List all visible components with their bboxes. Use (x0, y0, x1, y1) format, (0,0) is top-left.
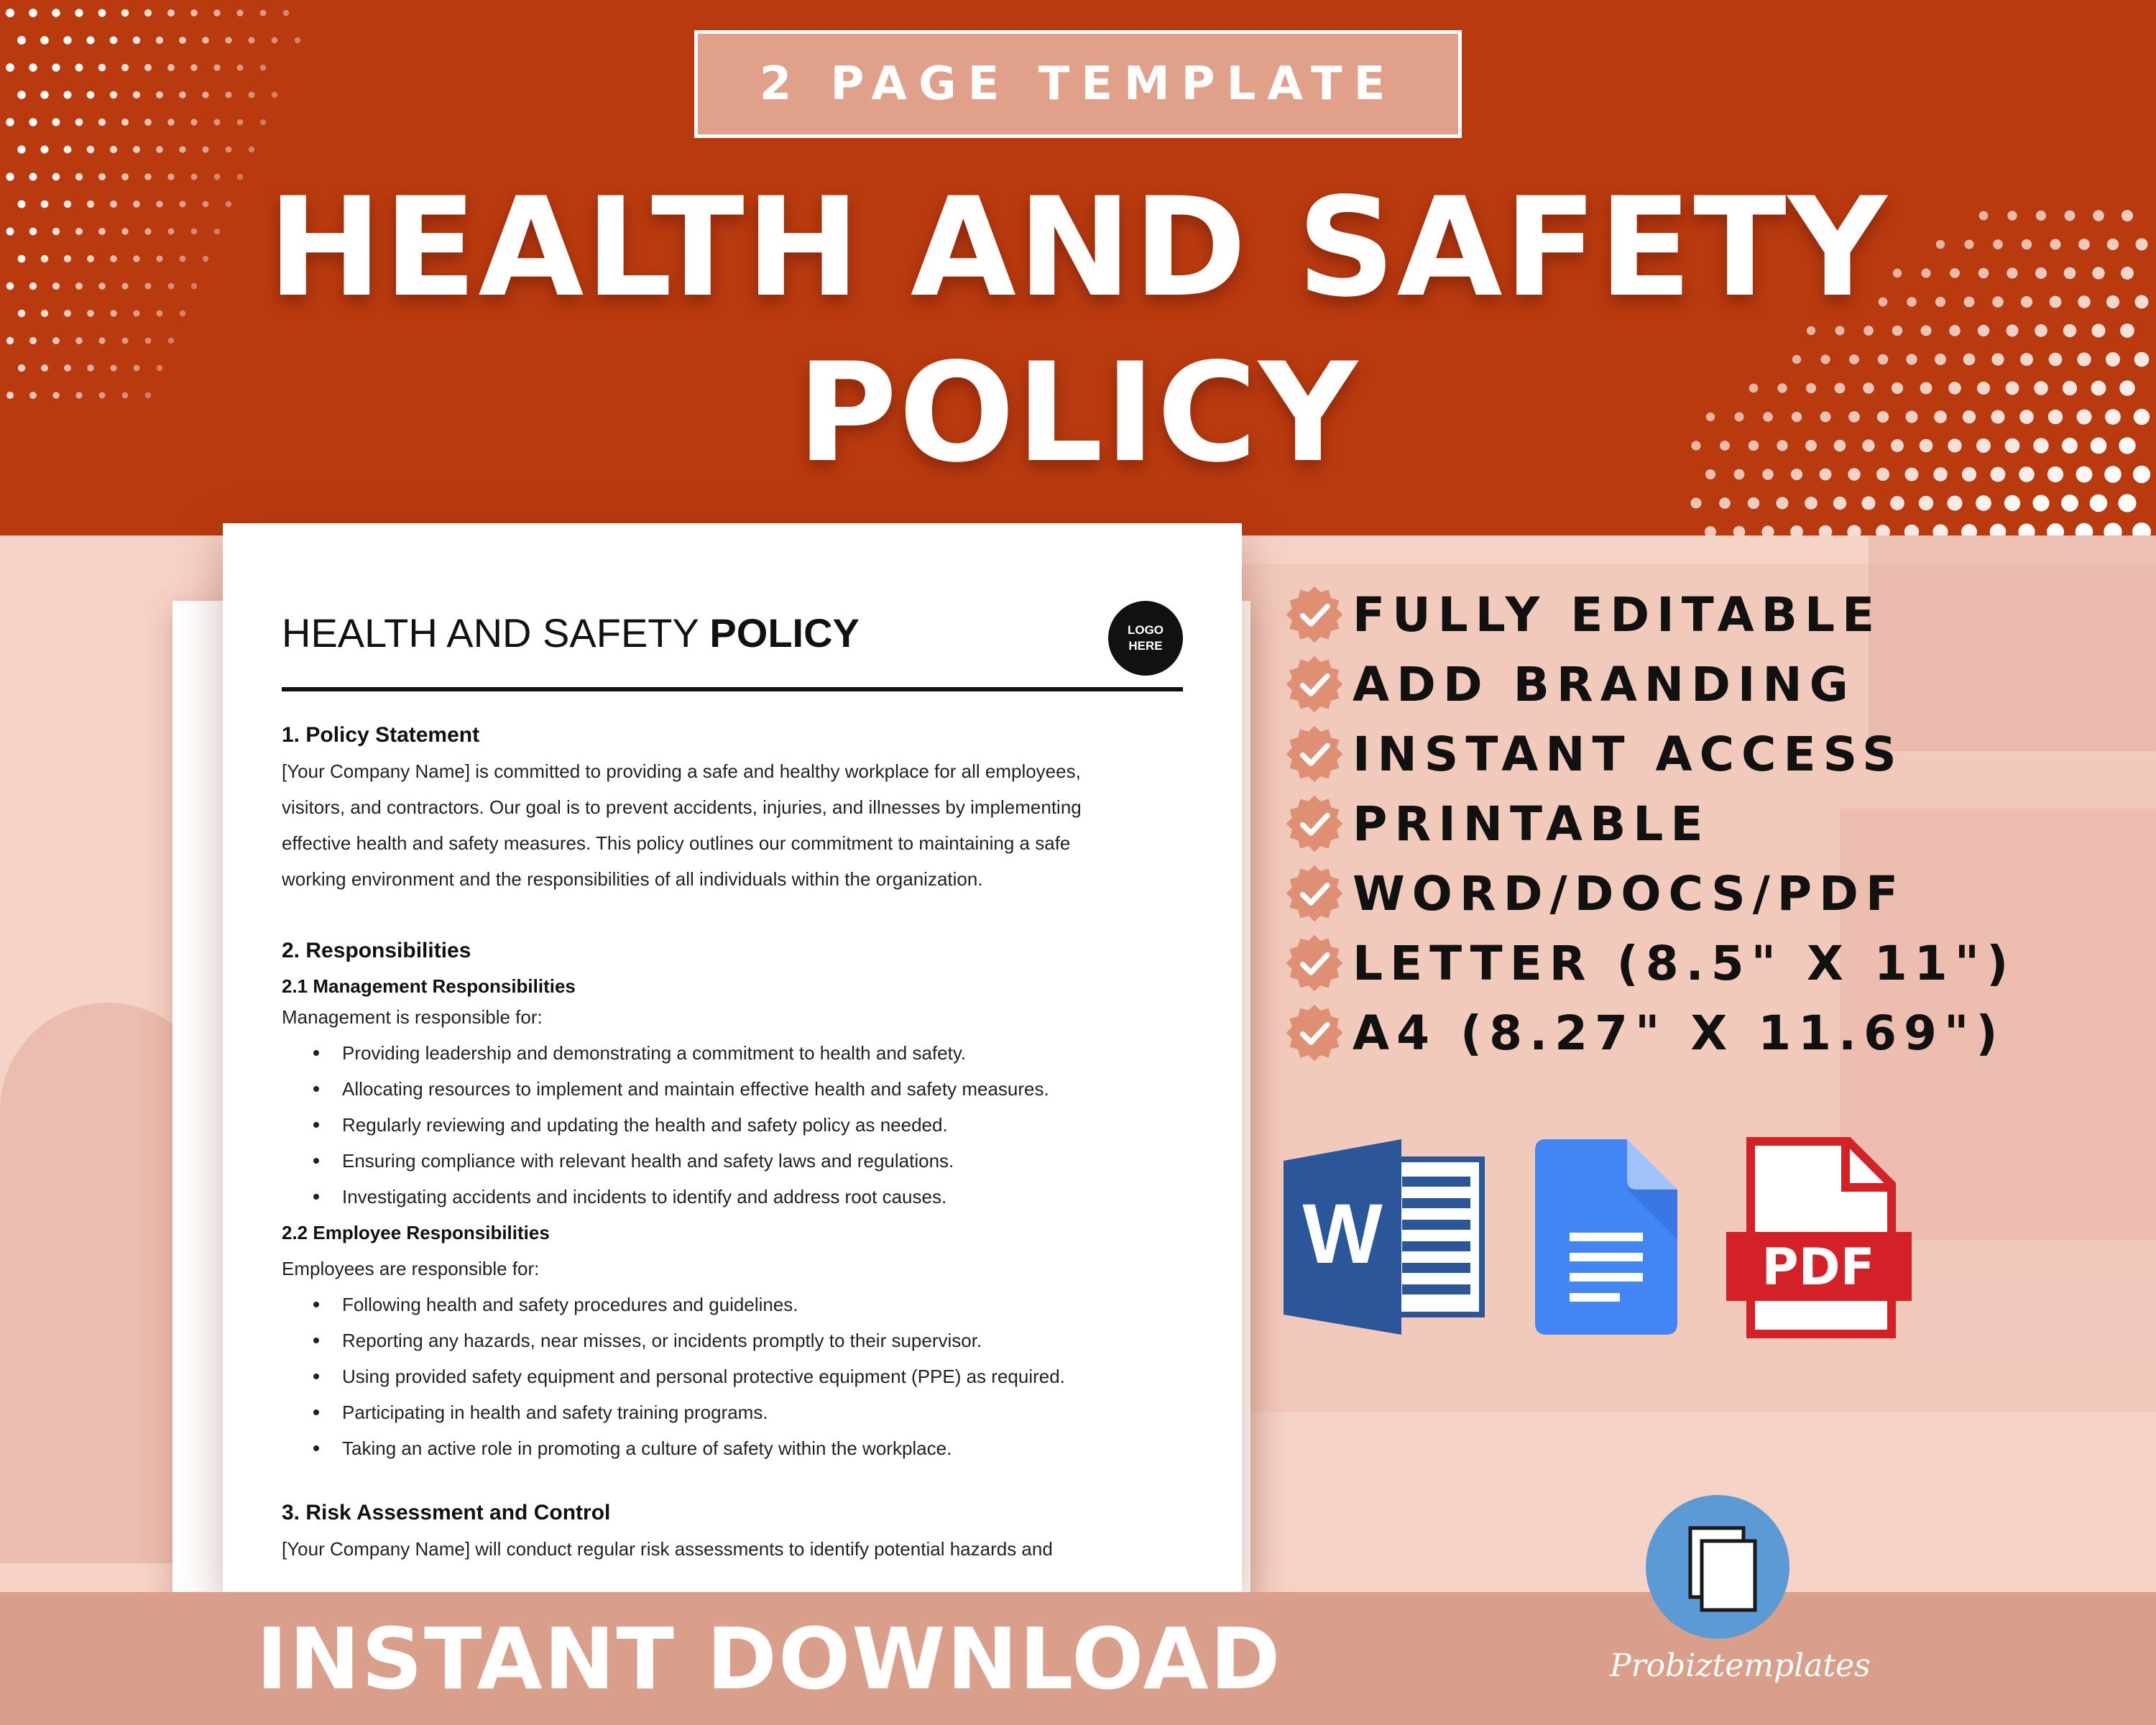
halftone-dot (214, 119, 221, 126)
halftone-dot (156, 37, 163, 44)
list-item: Taking an active role in promoting a culture of safety within the workplace. (282, 1430, 1183, 1466)
feature-item (1285, 861, 1905, 926)
halftone-dot (133, 146, 140, 153)
feature-label: A4 (8.27" X 11.69") (1353, 1005, 2005, 1061)
feature-item (1285, 931, 2015, 995)
halftone-dot (17, 36, 26, 45)
badge-label: 2 PAGE TEMPLATE (759, 58, 1397, 111)
paragraph-line: [Your Company Name] will conduct regular risk assessments to identify potential hazards and (282, 1538, 1053, 1560)
halftone-dot (1776, 497, 1788, 509)
halftone-dot (1932, 524, 1948, 535)
check-badge-icon (1285, 585, 1344, 644)
check-badge-icon (1285, 794, 1344, 853)
halftone-dot (190, 9, 198, 17)
halftone-dot (121, 64, 129, 71)
halftone-dot (156, 146, 163, 153)
halftone-dot (213, 64, 220, 70)
halftone-dot (110, 91, 117, 98)
halftone-dot (1748, 497, 1759, 509)
subsection-heading: 2.2 Employee Responsibilities (282, 1222, 550, 1243)
halftone-dot (52, 9, 60, 17)
halftone-dot (213, 9, 220, 16)
halftone-dot (295, 37, 300, 43)
documents-icon (1646, 1495, 1789, 1639)
paragraph-line: working environment and the responsibilities of all individuals within the organization. (282, 868, 983, 890)
halftone-dot (260, 119, 266, 125)
logo-placeholder (1108, 601, 1183, 676)
halftone-dot (40, 145, 48, 153)
halftone-dot (1990, 524, 2007, 535)
halftone-dot (179, 146, 185, 152)
halftone-dot (167, 119, 174, 125)
document-title-bold: POLICY (709, 610, 860, 656)
halftone-dot (29, 9, 37, 17)
section-heading: 2. Responsibilities (282, 939, 471, 962)
halftone-dot (2104, 523, 2122, 535)
title-divider (282, 687, 1183, 691)
check-badge-icon (1285, 864, 1344, 923)
halftone-dot (87, 91, 95, 99)
subsection-intro: Employees are responsible for: (282, 1258, 540, 1279)
halftone-dot (63, 91, 71, 98)
subsection-intro: Management is responsible for: (282, 1006, 543, 1028)
feature-label: FULLY EDITABLE (1353, 586, 1882, 643)
section-heading: 1. Policy Statement (282, 723, 480, 747)
brand-logo (1646, 1495, 1789, 1639)
halftone-dot (190, 119, 197, 125)
halftone-dot (272, 37, 278, 44)
document-preview (223, 523, 1242, 1594)
feature-label: LETTER (8.5" X 11") (1353, 935, 2016, 991)
halftone-dot (98, 119, 106, 126)
halftone-dot (75, 64, 83, 72)
halftone-dot (2004, 495, 2020, 511)
halftone-dot (2061, 494, 2078, 512)
list-item: Ensuring compliance with relevant health and safety laws and regulations. (282, 1143, 1183, 1179)
word-letter: W (1302, 1187, 1383, 1282)
halftone-dot (144, 64, 152, 71)
halftone-dot (52, 119, 60, 126)
instant-download-banner: INSTANT DOWNLOAD (256, 1609, 1282, 1708)
list-item: Regularly reviewing and updating the health and safety policy as needed. (282, 1107, 1183, 1143)
halftone-dot (110, 37, 118, 45)
halftone-dot (52, 63, 60, 71)
brand-name: Probiztemplates (1610, 1647, 1871, 1684)
list-item: Using provided safety equipment and personal protective equipment (PPE) as required. (282, 1358, 1183, 1394)
halftone-dot (40, 36, 49, 45)
feature-label: INSTANT ACCESS (1353, 726, 1904, 782)
feature-item (1285, 582, 1881, 647)
halftone-dot (6, 63, 14, 72)
halftone-dot (190, 64, 197, 70)
halftone-dot (179, 91, 186, 98)
check-badge-icon (1285, 1003, 1344, 1062)
halftone-dot (17, 91, 26, 99)
halftone-dot (1733, 526, 1746, 535)
halftone-dot (249, 147, 254, 152)
halftone-dot (226, 147, 232, 153)
halftone-dot (260, 65, 267, 71)
halftone-dot (202, 146, 208, 152)
feature-label: PRINTABLE (1353, 796, 1710, 852)
halftone-dot (2032, 494, 2049, 511)
feature-item (1285, 722, 1904, 786)
halftone-dot (75, 9, 83, 17)
section-responsibilities (282, 939, 1183, 1466)
halftone-dot (1705, 526, 1716, 535)
halftone-dot (179, 37, 186, 44)
halftone-dot (6, 9, 14, 17)
halftone-dot (133, 37, 140, 44)
feature-item (1285, 1000, 2005, 1065)
halftone-dot (260, 10, 267, 17)
halftone-dot (1890, 496, 1904, 510)
halftone-dot (144, 9, 152, 17)
halftone-dot (202, 37, 209, 44)
halftone-dot (1876, 525, 1890, 535)
halftone-dot (156, 91, 163, 98)
word-icon (1284, 1139, 1492, 1335)
halftone-dot (40, 91, 48, 98)
subsection-heading: 2.1 Management Responsibilities (282, 975, 576, 997)
halftone-dot (121, 9, 129, 17)
halftone-dot (283, 10, 290, 17)
management-list (282, 1035, 1183, 1215)
halftone-dot (1976, 495, 1991, 511)
list-item: Providing leadership and demonstrating a commitment to health and safety. (282, 1035, 1183, 1071)
header-band (0, 0, 2156, 535)
halftone-dot (237, 65, 244, 71)
halftone-dot (17, 145, 25, 153)
halftone-dot (86, 36, 94, 44)
halftone-dot (225, 91, 231, 98)
paragraph-line: [Your Company Name] is committed to providing a safe and healthy workplace for all employees, (282, 760, 1081, 782)
feature-item (1285, 652, 1856, 717)
halftone-dot (202, 91, 208, 98)
halftone-dot (1833, 497, 1846, 510)
list-item: Investigating accidents and incidents to identify and address root causes. (282, 1179, 1183, 1215)
halftone-dot (1961, 524, 1977, 535)
list-item: Allocating resources to implement and maintain effective health and safety measures. (282, 1071, 1183, 1107)
paragraph-line: effective health and safety measures. This policy outlines our commitment to maintaining a safe (282, 832, 1071, 854)
halftone-dot (1919, 496, 1933, 510)
halftone-dot (2018, 523, 2035, 535)
halftone-dot (121, 119, 129, 126)
logo-line2: HERE (1128, 639, 1163, 653)
page-count-badge (694, 30, 1462, 138)
halftone-dot (1691, 498, 1702, 509)
halftone-dot (272, 92, 277, 98)
halftone-dot (98, 64, 106, 72)
paragraph-line: visitors, and contractors. Our goal is to prevent accidents, injuries, and illnesses by implementing (282, 796, 1082, 818)
halftone-dot (64, 146, 72, 154)
halftone-dot (2090, 494, 2107, 512)
check-badge-icon (1285, 724, 1344, 783)
check-badge-icon (1285, 655, 1344, 714)
halftone-dot (1847, 525, 1861, 535)
halftone-dot (2132, 523, 2151, 535)
halftone-dot (2047, 523, 2064, 535)
halftone-dot (1947, 495, 1962, 510)
halftone-dot (1719, 497, 1731, 509)
halftone-dot (167, 64, 175, 71)
halftone-dot (248, 37, 254, 43)
halftone-dot (133, 91, 140, 98)
list-item: Following health and safety procedures and guidelines. (282, 1287, 1183, 1322)
halftone-dot (2118, 494, 2136, 512)
halftone-dot (167, 9, 175, 17)
halftone-dot (144, 119, 152, 126)
feature-item (1285, 791, 1710, 856)
halftone-dot (6, 118, 14, 126)
logo-line1: LOGO (1127, 623, 1164, 637)
pdf-icon (1726, 1137, 1913, 1338)
halftone-dot (29, 118, 37, 126)
check-badge-icon (1285, 934, 1344, 993)
google-docs-icon (1535, 1139, 1677, 1335)
halftone-dot (2076, 523, 2093, 535)
halftone-dot (249, 92, 255, 98)
halftone-dot (29, 63, 37, 71)
halftone-dot (1861, 496, 1875, 510)
pdf-label: PDF (1761, 1238, 1875, 1297)
halftone-dot (1790, 525, 1803, 535)
list-item: Participating in health and safety training programs. (282, 1394, 1183, 1430)
halftone-dot (1805, 497, 1818, 510)
halftone-dot (110, 146, 117, 153)
feature-label: ADD BRANDING (1353, 656, 1856, 712)
halftone-dot (1819, 525, 1833, 535)
halftone-dot (75, 119, 83, 126)
halftone-dot (225, 37, 231, 43)
section-policy-statement (282, 723, 1183, 897)
halftone-dot (237, 119, 244, 126)
halftone-dot (236, 9, 243, 16)
halftone-dot (63, 36, 71, 44)
section-heading: 3. Risk Assessment and Control (282, 1501, 611, 1524)
hero-title-line1: HEALTH AND SAFETY (267, 168, 1889, 327)
feature-label: WORD/DOCS/PDF (1353, 865, 1906, 921)
list-item: Reporting any hazards, near misses, or incidents promptly to their supervisor. (282, 1322, 1183, 1358)
section-risk-assessment (282, 1501, 1183, 1567)
halftone-dot (1761, 525, 1774, 535)
halftone-dot (98, 9, 106, 17)
employee-list (282, 1287, 1183, 1466)
document-title (282, 610, 860, 656)
halftone-dot (87, 146, 94, 153)
halftone-dot (1904, 525, 1920, 535)
hero-title-line2: POLICY (797, 334, 1359, 492)
document-title-regular: HEALTH AND SAFETY (282, 610, 699, 656)
